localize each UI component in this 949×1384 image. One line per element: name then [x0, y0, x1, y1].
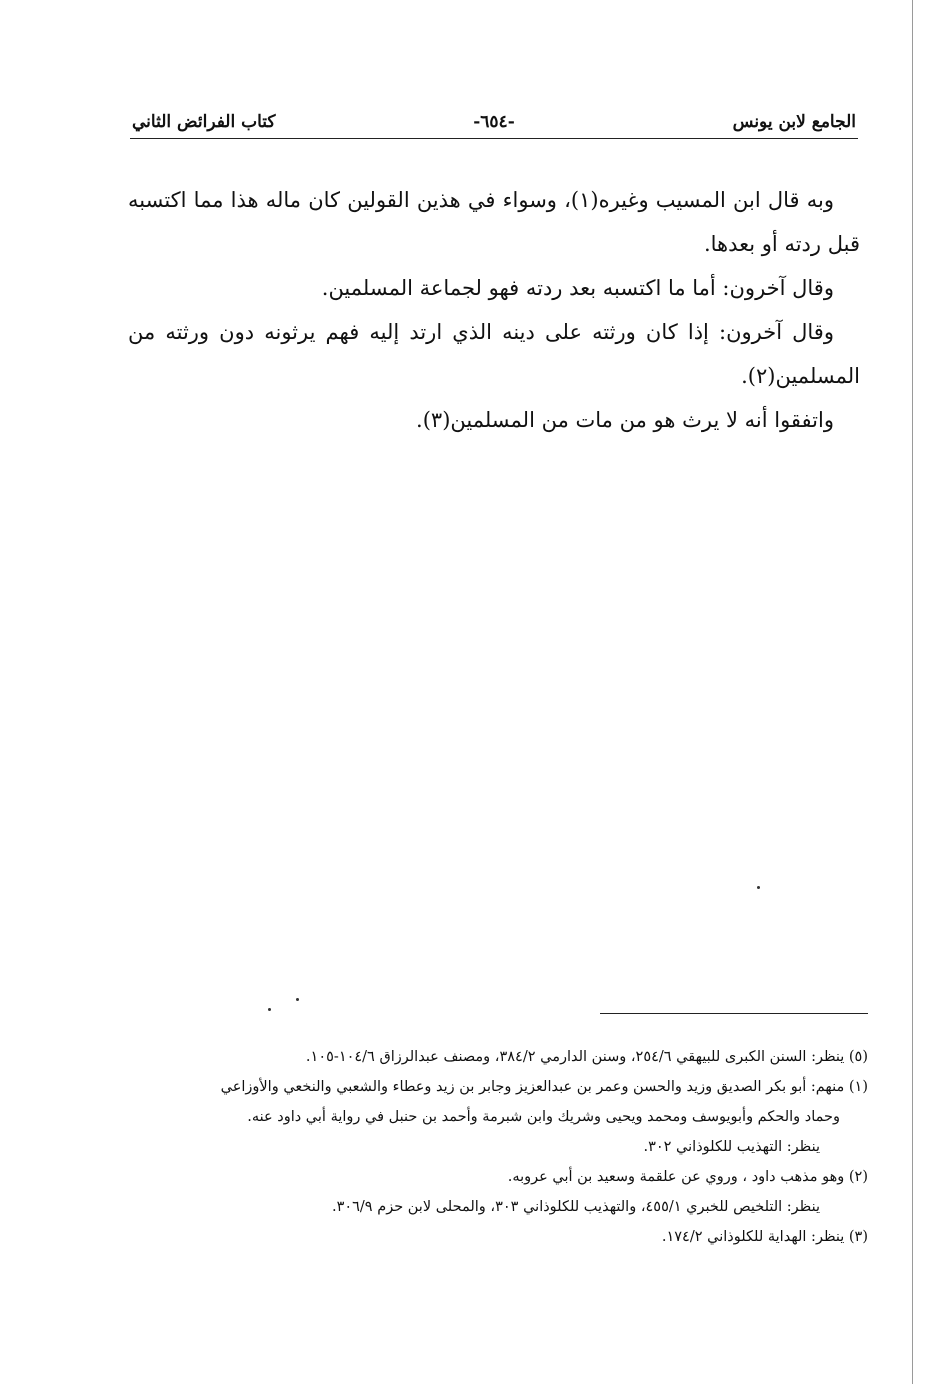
footnote-continuation: وحماد والحكم وأبويوسف ومحمد ويحيى وشريك وابن شبرمة وأحمد بن حنبل في رواية أبي داود عنه. — [247, 1109, 840, 1125]
footnote: (١) منهم: أبو بكر الصديق وزيد والحسن وعمر بن عبدالعزيز وجابر بن زيد وعطاء والشعبي والنخعي والأوزاعي — [220, 1079, 868, 1095]
main-text — [128, 178, 860, 442]
footnotes — [132, 1042, 868, 1252]
footnote-reference: ينظر: التلخيص للخبري ٤٥٥/١، والتهذيب للكلوذاني ٣٠٣، والمحلى لابن حزم ٣٠٦/٩. — [331, 1199, 820, 1215]
footnote: (٢) وهو مذهب داود ، وروي عن علقمة وسعيد بن أبي عروبه. — [507, 1169, 868, 1185]
running-header — [130, 108, 858, 139]
paragraph: وقال آخرون: أما ما اكتسبه بعد ردته فهو لجماعة المسلمين. — [321, 276, 834, 300]
header-book-title: الجامع لابن يونس — [732, 112, 856, 132]
paragraph: واتفقوا أنه لا يرث هو من مات من المسلمين(٣). — [416, 408, 834, 432]
footnote-reference: ينظر: التهذيب للكلوذاني ٣٠٢. — [643, 1139, 820, 1155]
footnote: (٣) ينظر: الهداية للكلوذاني ١٧٤/٢. — [661, 1229, 868, 1245]
page-number: -٦٥٤- — [473, 112, 515, 132]
paragraph: وقال آخرون: إذا كان ورثته على دينه الذي ارتد إليه فهم يرثونه دون ورثته من المسلمين(٢). — [128, 320, 860, 388]
scan-speck — [268, 1008, 271, 1011]
footnote-separator — [600, 1013, 868, 1014]
scan-speck — [296, 998, 299, 1001]
scan-speck — [757, 886, 760, 889]
footnote: (٥) ينظر: السنن الكبرى للبيهقي ٢٥٤/٦، وسنن الدارمي ٣٨٤/٢، ومصنف عبدالرزاق ١٠٤/٦-١٠٥. — [305, 1049, 868, 1065]
paragraph: وبه قال ابن المسيب وغيره(١)، وسواء في هذين القولين كان ماله هذا مما اكتسبه قبل ردته أو بعدها. — [128, 188, 860, 256]
header-chapter-title: كتاب الفرائض الثاني — [132, 112, 276, 132]
